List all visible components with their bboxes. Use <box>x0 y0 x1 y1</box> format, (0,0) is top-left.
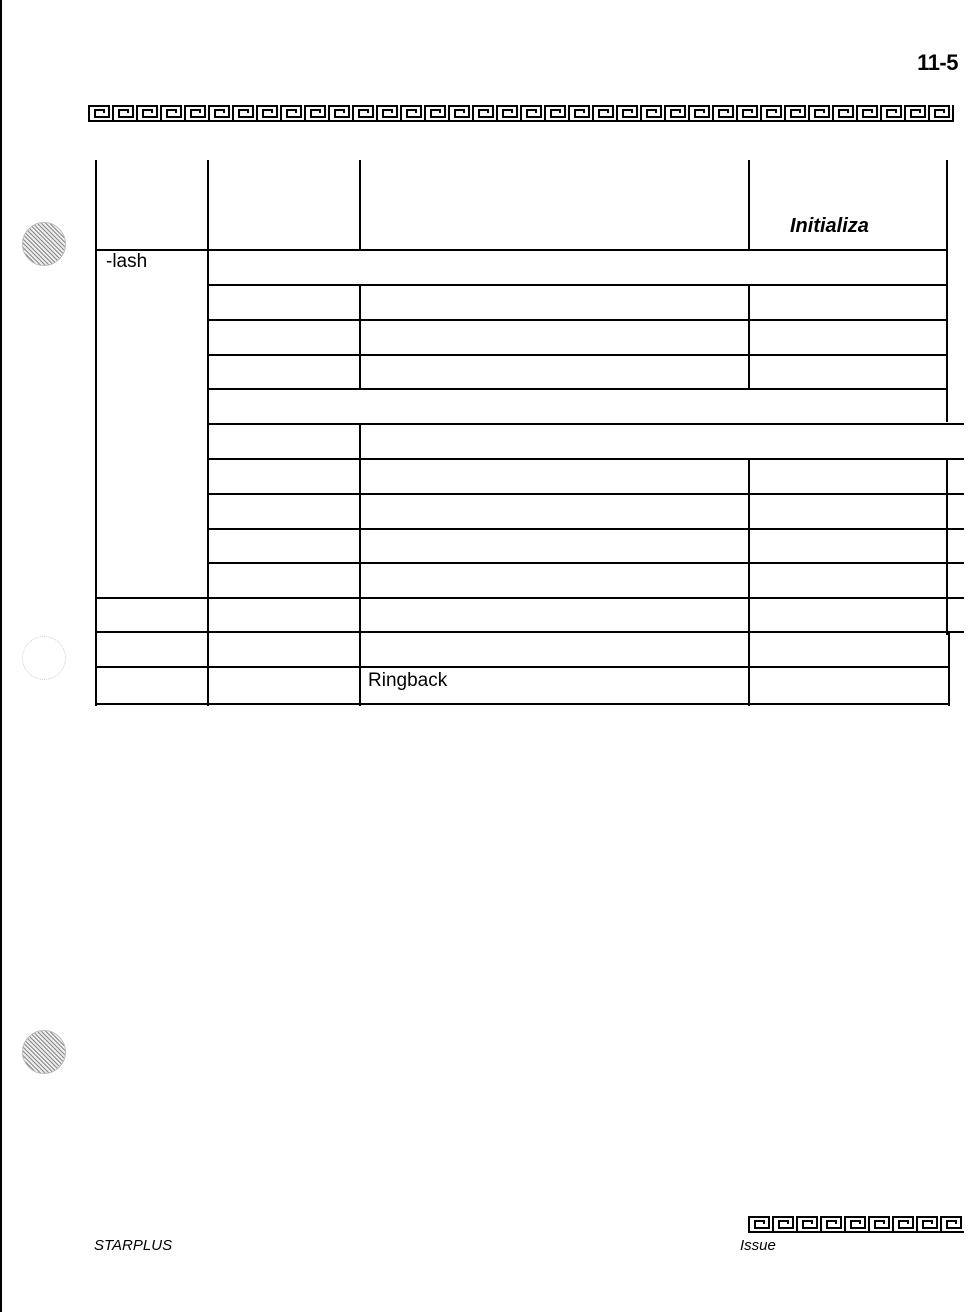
table-line <box>207 528 964 530</box>
greek-key-border-bottom <box>748 1215 964 1233</box>
table-line <box>207 458 964 460</box>
table-line <box>748 459 750 706</box>
column-header-initialize: Initializa <box>790 215 869 237</box>
table-line <box>95 703 950 705</box>
table-line <box>207 493 964 495</box>
table-line <box>95 597 964 599</box>
table-line <box>359 160 361 250</box>
table-line <box>207 423 964 425</box>
table-line <box>748 285 750 389</box>
table-line <box>207 284 948 286</box>
footer-issue: Issue <box>740 1237 776 1254</box>
table-line <box>207 562 964 564</box>
table-line <box>946 459 948 635</box>
table-line <box>207 388 948 390</box>
table-line <box>95 249 948 251</box>
binder-hole-faint-icon <box>22 636 66 680</box>
page-edge <box>0 0 2 1312</box>
table-line <box>207 354 948 356</box>
table-line <box>748 160 750 250</box>
footer-product-name: STARPLUS <box>94 1237 173 1254</box>
binder-hole-icon <box>22 1030 66 1074</box>
page-number: 11-5 <box>917 50 958 75</box>
row-label-flash: -lash <box>106 251 148 272</box>
table-line <box>359 285 361 389</box>
binder-hole-icon <box>22 222 66 266</box>
table-line <box>948 632 950 706</box>
table-line <box>207 160 209 706</box>
table-line <box>95 160 97 706</box>
table-line <box>359 424 361 706</box>
table-line <box>95 631 964 633</box>
table-line <box>207 319 948 321</box>
table-line <box>95 666 950 668</box>
cell-ringback: Ringback <box>368 670 448 691</box>
table-line <box>946 160 948 422</box>
greek-key-border-top <box>88 104 954 122</box>
